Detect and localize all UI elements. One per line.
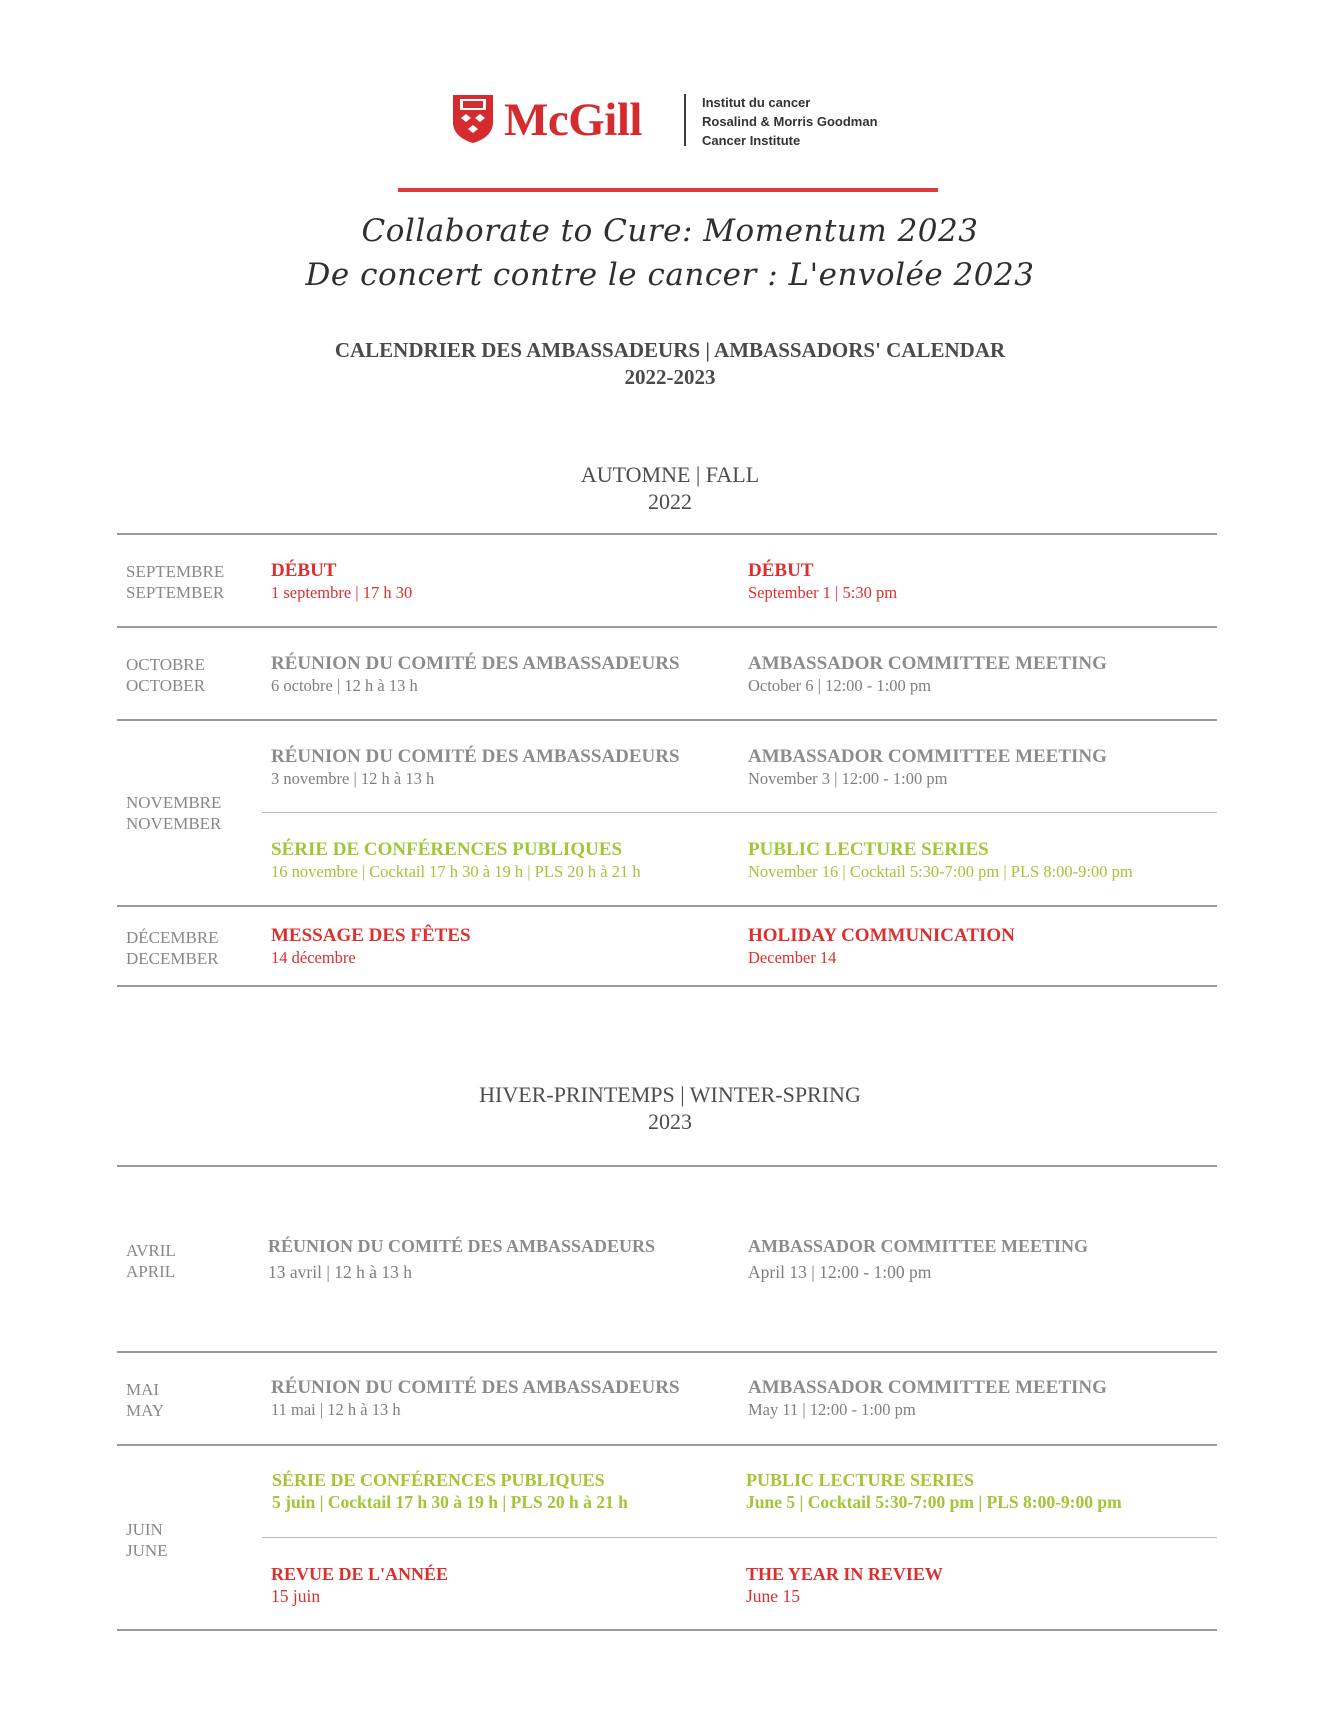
table-rule [117,1165,1217,1167]
mcgill-logo [452,92,892,148]
event-fr [271,1563,448,1607]
event-title: AMBASSADOR COMMITTEE MEETING [748,746,1107,767]
month-en: NOVEMBER [126,814,222,833]
event-title: PUBLIC LECTURE SERIES [748,839,989,860]
season-year: 2022 [648,489,692,514]
month-fr: NOVEMBRE [126,793,222,812]
event-en [748,925,1015,969]
month-label-november [126,792,221,834]
event-date: April 13 | 12:00 - 1:00 pm [748,1262,932,1282]
event-title: AMBASSADOR COMMITTEE MEETING [748,1377,1107,1398]
event-date: 3 novembre | 12 h à 13 h [271,769,435,788]
month-en: SEPTEMBER [126,583,225,602]
event-fr [271,653,680,697]
month-fr: DÉCEMBRE [126,928,219,947]
table-subrule [262,812,1217,813]
header-red-rule [398,188,938,192]
event-en [748,839,1133,883]
institute-line-3: Cancer Institute [702,133,801,148]
event-fr [271,746,680,790]
season-heading-fall [0,461,1340,515]
month-en: JUNE [126,1541,168,1560]
season-heading-winter-spring [0,1081,1340,1135]
month-fr: JUIN [126,1520,163,1539]
event-title: RÉUNION DU COMITÉ DES AMBASSADEURS [271,1377,680,1398]
calendar-title-text: CALENDRIER DES AMBASSADEURS | AMBASSADORS' CALENDAR [334,338,1006,362]
event-fr [271,925,471,969]
event-title: RÉUNION DU COMITÉ DES AMBASSADEURS [271,653,680,674]
event-title: THE YEAR IN REVIEW [746,1564,943,1584]
event-title: DÉBUT [748,560,814,581]
table-rule [117,533,1217,535]
event-title: DÉBUT [271,560,337,581]
table-rule [117,1629,1217,1631]
table-rule [117,626,1217,628]
event-title: PUBLIC LECTURE SERIES [746,1470,975,1490]
event-title: HOLIDAY COMMUNICATION [748,925,1015,946]
month-label-december [126,927,219,969]
month-en: MAY [126,1401,165,1420]
season-name: AUTOMNE | FALL [580,462,760,487]
event-title: SÉRIE DE CONFÉRENCES PUBLIQUES [271,839,623,860]
table-rule [117,905,1217,907]
event-date: 14 décembre [271,948,356,967]
institute-line-2: Rosalind & Morris Goodman [702,114,878,129]
event-title: SÉRIE DE CONFÉRENCES PUBLIQUES [272,1470,605,1490]
event-en [746,1563,943,1607]
event-date: November 3 | 12:00 - 1:00 pm [748,769,948,788]
mcgill-shield-icon [452,94,494,144]
month-fr: AVRIL [126,1241,176,1260]
event-en [746,1469,1122,1513]
season-year: 2023 [648,1109,692,1134]
institute-line-1: Institut du cancer [702,95,811,110]
event-date: 5 juin | Cocktail 17 h 30 à 19 h | PLS 20 h à 21 h [272,1492,628,1512]
institute-name [702,93,878,150]
event-fr [268,1235,655,1283]
event-date: 11 mai | 12 h à 13 h [271,1400,401,1419]
event-title: RÉUNION DU COMITÉ DES AMBASSADEURS [268,1236,656,1256]
event-date: June 5 | Cocktail 5:30-7:00 pm | PLS 8:00-9:00 pm [746,1492,1122,1512]
month-label-october [126,654,205,696]
calendar-title [0,337,1340,391]
event-fr [271,1377,680,1421]
month-en: DECEMBER [126,949,219,968]
event-date: 16 novembre | Cocktail 17 h 30 à 19 h | PLS 20 h à 21 h [271,862,641,881]
event-date: September 1 | 5:30 pm [748,583,898,602]
month-label-june [126,1519,168,1561]
brand-wordmark: McGill [504,94,642,146]
event-date: June 15 [746,1586,800,1606]
event-date: November 16 | Cocktail 5:30-7:00 pm | PLS 8:00-9:00 pm [748,862,1133,881]
month-label-may [126,1379,164,1421]
month-label-september [126,561,224,603]
month-label-april [126,1240,176,1282]
event-en [748,653,1107,697]
event-fr [271,839,641,883]
event-en [748,1235,1088,1283]
logo-divider [684,94,686,146]
event-date: 6 octobre | 12 h à 13 h [271,676,418,695]
table-rule [117,985,1217,987]
event-date: October 6 | 12:00 - 1:00 pm [748,676,931,695]
event-date: May 11 | 12:00 - 1:00 pm [748,1400,916,1419]
event-title: RÉUNION DU COMITÉ DES AMBASSADEURS [271,746,680,767]
month-en: APRIL [126,1262,176,1281]
table-subrule [262,1537,1217,1538]
table-rule [117,1444,1217,1446]
table-rule [117,1351,1217,1353]
campaign-title-fr: De concert contre le cancer : L'envolée 2023 [305,257,1035,293]
calendar-years: 2022-2023 [624,365,716,389]
event-title: AMBASSADOR COMMITTEE MEETING [748,653,1107,674]
event-date: December 14 [748,948,837,967]
month-fr: MAI [126,1380,160,1399]
month-en: OCTOBER [126,676,206,695]
table-rule [117,719,1217,721]
season-name: HIVER-PRINTEMPS | WINTER-SPRING [479,1082,861,1107]
event-date: 13 avril | 12 h à 13 h [268,1262,412,1282]
event-fr [272,1469,628,1513]
event-title: AMBASSADOR COMMITTEE MEETING [748,1236,1089,1256]
event-en [748,1377,1107,1421]
event-title: REVUE DE L'ANNÉE [271,1564,449,1584]
event-date: 1 septembre | 17 h 30 [271,583,413,602]
event-en [748,746,1107,790]
campaign-title-en: Collaborate to Cure: Momentum 2023 [361,213,979,249]
event-fr [271,560,412,604]
month-fr: SEPTEMBRE [126,562,225,581]
event-title: MESSAGE DES FÊTES [271,925,471,946]
event-date: 15 juin [271,1586,321,1606]
month-fr: OCTOBRE [126,655,206,674]
event-en [748,560,897,604]
